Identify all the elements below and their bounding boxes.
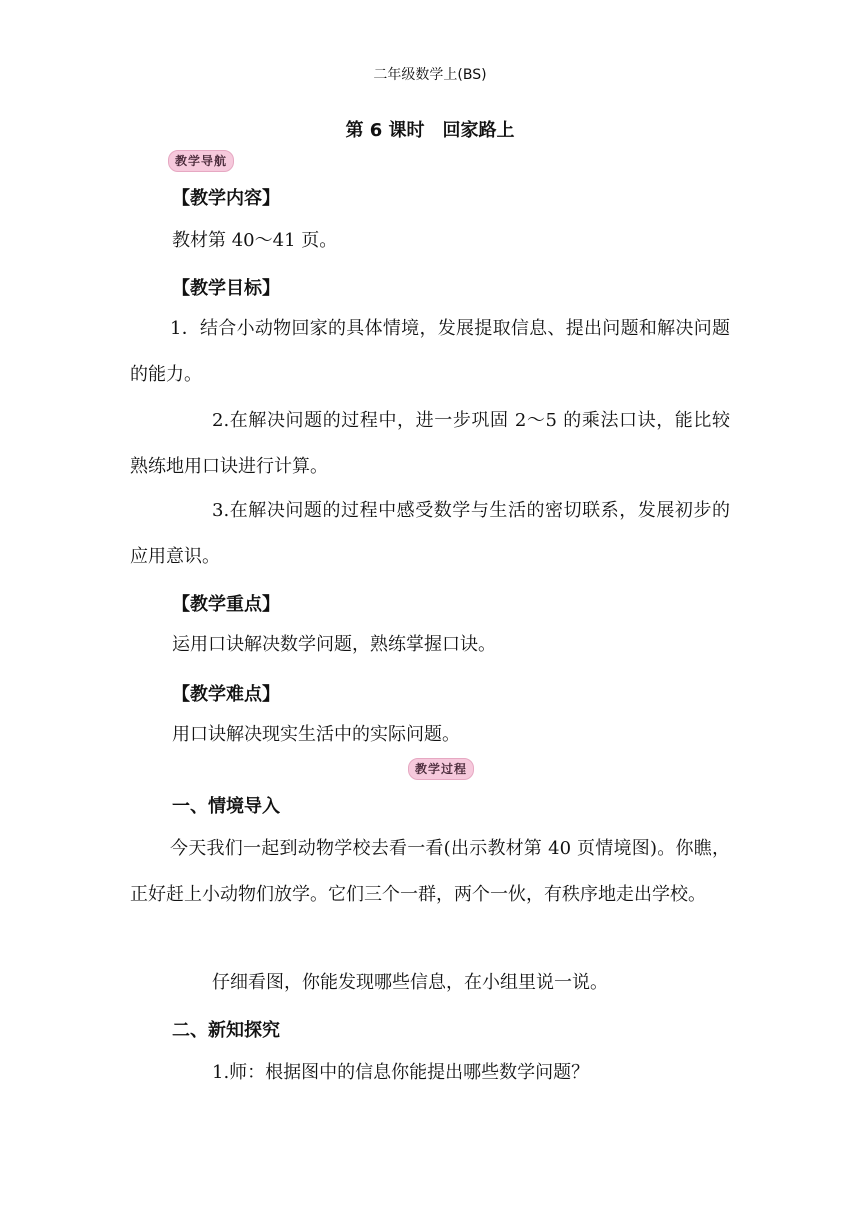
teaching-guide-badge: 教学导航 (168, 150, 234, 172)
content-text: 教材第 40～41 页。 (172, 230, 338, 251)
page-header: 二年级数学上(BS) (373, 67, 487, 83)
goal-item-3: 3.在解决问题的过程中感受数学与生活的密切联系，发展初步的应用意识。 (130, 500, 730, 567)
key-text: 运用口诀解决数学问题，熟练掌握口诀。 (172, 634, 496, 655)
teaching-process-badge: 教学过程 (408, 758, 474, 780)
goals-heading: 【教学目标】 (172, 278, 280, 299)
goal-item-2: 2.在解决问题的过程中，进一步巩固 2～5 的乘法口诀，能比较熟练地用口诀进行计算。 (130, 410, 730, 477)
intro-heading: 一、情境导入 (172, 796, 280, 817)
intro-paragraph-2: 仔细看图，你能发现哪些信息，在小组里说一说。 (212, 972, 608, 993)
intro-paragraph: 今天我们一起到动物学校去看一看(出示教材第 40 页情境图)。你瞧，正好赶上小动物们放学。它们三个一群，两个一伙，有秩序地走出学校。 (130, 838, 730, 905)
goal-item-1: 1．结合小动物回家的具体情境，发展提取信息、提出问题和解决问题的能力。 (130, 318, 730, 385)
key-heading: 【教学重点】 (172, 594, 280, 615)
explore-item-1: 1.师：根据图中的信息你能提出哪些数学问题？ (212, 1062, 590, 1083)
difficulty-text: 用口诀解决现实生活中的实际问题。 (172, 724, 460, 745)
explore-heading: 二、新知探究 (172, 1020, 280, 1041)
difficulty-heading: 【教学难点】 (172, 684, 280, 705)
lesson-title: 第 6 课时 回家路上 (345, 120, 515, 141)
content-heading: 【教学内容】 (172, 188, 280, 209)
